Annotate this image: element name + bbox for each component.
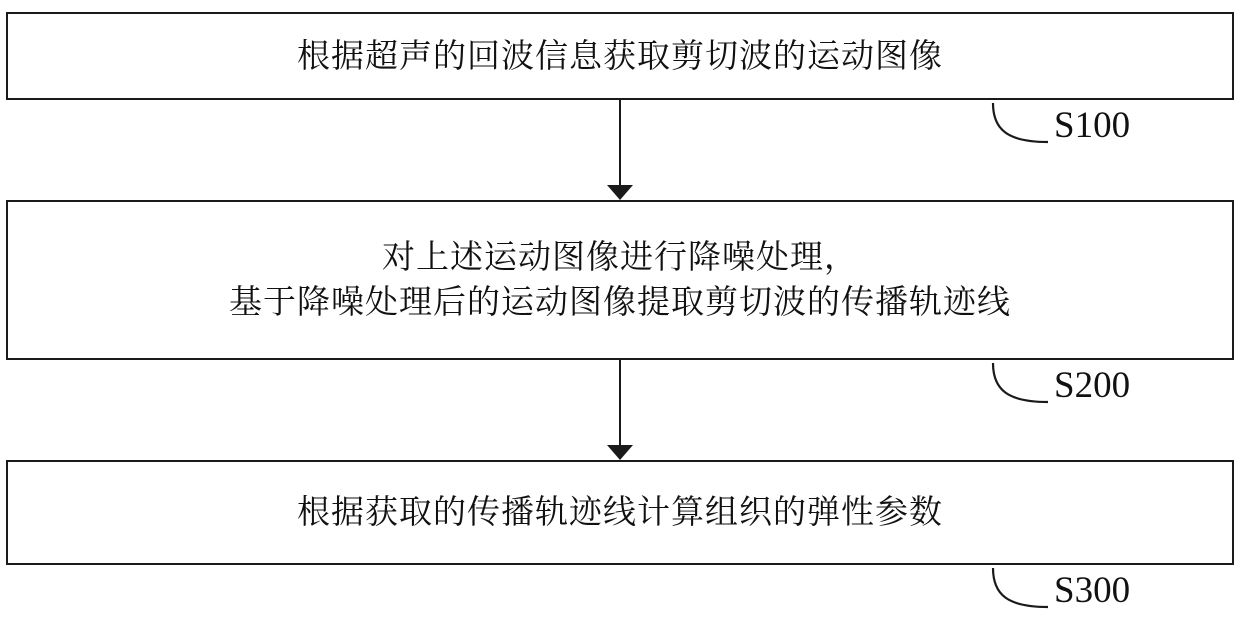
step-label-s300: S300: [1054, 570, 1131, 611]
process-box-s300-text: 根据获取的传播轨迹线计算组织的弹性参数: [297, 492, 943, 532]
process-box-s100: [6, 12, 1234, 100]
process-box-s200-text: 对上述运动图像进行降噪处理， 基于降噪处理后的运动图像提取剪切波的传播轨迹线: [229, 237, 1011, 321]
connector-line: [619, 360, 621, 446]
step-label-group-s100: [990, 100, 1130, 148]
step-label-group-s300: [990, 565, 1130, 613]
connector-line: [619, 100, 621, 186]
connector-s100-s200: [607, 100, 633, 200]
process-box-s200: [6, 200, 1234, 360]
connector-s200-s300: [607, 360, 633, 460]
leader-line-icon: [990, 100, 1052, 148]
process-box-s100-text: 根据超声的回波信息获取剪切波的运动图像: [297, 35, 943, 75]
down-arrow-icon: [607, 185, 633, 200]
process-box-s300: [6, 460, 1234, 565]
down-arrow-icon: [607, 445, 633, 460]
leader-line-icon: [990, 360, 1052, 408]
leader-line-icon: [990, 565, 1052, 613]
step-label-group-s200: [990, 360, 1130, 408]
step-label-s200: S200: [1054, 365, 1131, 406]
step-label-s100: S100: [1054, 105, 1131, 146]
